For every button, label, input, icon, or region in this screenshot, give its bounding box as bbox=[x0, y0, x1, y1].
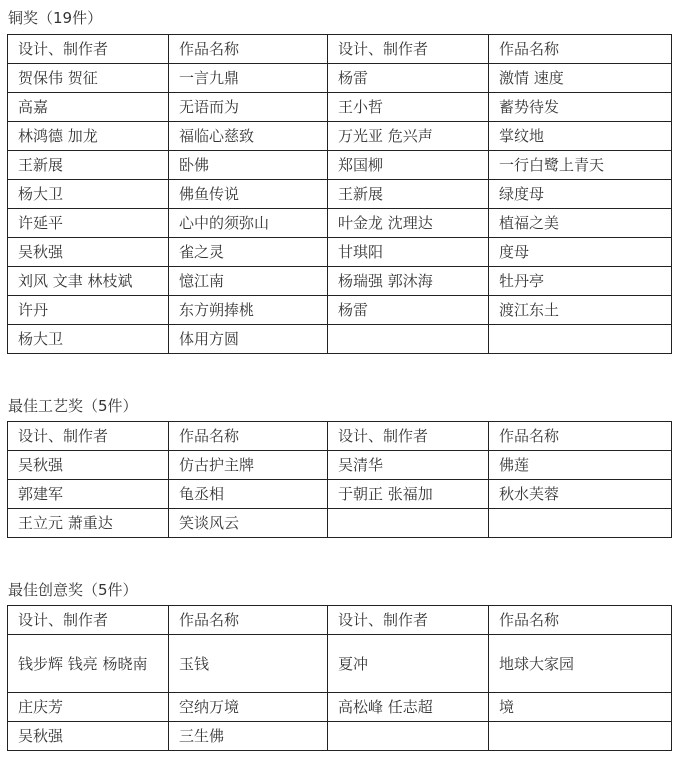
table-cell: 钱步辉 钱亮 杨晓南 bbox=[8, 635, 169, 693]
table-cell: 渡江东土 bbox=[489, 296, 672, 325]
table-cell: 度母 bbox=[489, 238, 672, 267]
table-cell: 甘琪阳 bbox=[328, 238, 489, 267]
table-row bbox=[8, 325, 672, 354]
table-cell: 地球大家园 bbox=[489, 635, 672, 693]
bronze-award-table bbox=[7, 34, 672, 354]
section-title-best-creative: 最佳创意奖（5件） bbox=[8, 581, 138, 599]
table-cell bbox=[328, 509, 489, 538]
table-cell bbox=[328, 722, 489, 751]
table-row bbox=[8, 635, 672, 693]
header-cell: 设计、制作者 bbox=[328, 422, 489, 451]
table-row bbox=[8, 693, 672, 722]
table-cell: 杨大卫 bbox=[8, 325, 169, 354]
table-cell: 佛莲 bbox=[489, 451, 672, 480]
table-cell: 王小哲 bbox=[328, 93, 489, 122]
table-cell: 万光亚 危兴声 bbox=[328, 122, 489, 151]
table-cell bbox=[489, 325, 672, 354]
table-cell: 杨雷 bbox=[328, 296, 489, 325]
table-cell: 蓄势待发 bbox=[489, 93, 672, 122]
header-cell: 设计、制作者 bbox=[8, 35, 169, 64]
header-cell: 作品名称 bbox=[169, 606, 328, 635]
table-cell: 心中的须弥山 bbox=[169, 209, 328, 238]
table-cell: 杨大卫 bbox=[8, 180, 169, 209]
table-cell: 雀之灵 bbox=[169, 238, 328, 267]
table-row bbox=[8, 93, 672, 122]
table-cell: 无语而为 bbox=[169, 93, 328, 122]
table-cell: 庄庆芳 bbox=[8, 693, 169, 722]
table-cell: 绿度母 bbox=[489, 180, 672, 209]
table-cell bbox=[328, 325, 489, 354]
table-row bbox=[8, 238, 672, 267]
table-cell: 掌纹地 bbox=[489, 122, 672, 151]
table-cell: 福临心慈致 bbox=[169, 122, 328, 151]
table-row bbox=[8, 296, 672, 325]
section-title-bronze: 铜奖（19件） bbox=[8, 9, 103, 27]
table-cell: 高嘉 bbox=[8, 93, 169, 122]
table-cell: 许丹 bbox=[8, 296, 169, 325]
table-cell: 仿古护主牌 bbox=[169, 451, 328, 480]
table-cell: 王新展 bbox=[8, 151, 169, 180]
table-cell bbox=[489, 509, 672, 538]
table-row bbox=[8, 209, 672, 238]
table-row bbox=[8, 180, 672, 209]
table-cell: 佛鱼传说 bbox=[169, 180, 328, 209]
table-row bbox=[8, 151, 672, 180]
section-title-best-craft: 最佳工艺奖（5件） bbox=[8, 397, 138, 415]
table-row bbox=[8, 267, 672, 296]
table-cell: 龟丞相 bbox=[169, 480, 328, 509]
table-cell: 憶江南 bbox=[169, 267, 328, 296]
best-craft-award-table bbox=[7, 421, 672, 538]
table-cell: 王立元 萧重达 bbox=[8, 509, 169, 538]
table-cell: 于朝正 张福加 bbox=[328, 480, 489, 509]
header-cell: 设计、制作者 bbox=[8, 422, 169, 451]
table-cell: 体用方圆 bbox=[169, 325, 328, 354]
table-header-row bbox=[8, 35, 672, 64]
table-cell: 杨瑞强 郭沐海 bbox=[328, 267, 489, 296]
table-cell: 空纳万境 bbox=[169, 693, 328, 722]
table-cell: 笑谈风云 bbox=[169, 509, 328, 538]
table-row bbox=[8, 480, 672, 509]
table-header-row bbox=[8, 422, 672, 451]
table-cell: 秋水芙蓉 bbox=[489, 480, 672, 509]
table-cell: 吴清华 bbox=[328, 451, 489, 480]
header-cell: 设计、制作者 bbox=[328, 606, 489, 635]
table-cell: 林鸿德 加龙 bbox=[8, 122, 169, 151]
table-cell: 三生佛 bbox=[169, 722, 328, 751]
table-row bbox=[8, 722, 672, 751]
table-cell: 贺保伟 贺征 bbox=[8, 64, 169, 93]
table-cell: 一言九鼎 bbox=[169, 64, 328, 93]
table-cell: 玉钱 bbox=[169, 635, 328, 693]
header-cell: 设计、制作者 bbox=[8, 606, 169, 635]
table-cell bbox=[489, 722, 672, 751]
table-cell: 王新展 bbox=[328, 180, 489, 209]
header-cell: 作品名称 bbox=[489, 35, 672, 64]
table-cell: 吴秋强 bbox=[8, 238, 169, 267]
table-cell: 东方朔捧桃 bbox=[169, 296, 328, 325]
table-cell: 境 bbox=[489, 693, 672, 722]
table-cell: 夏冲 bbox=[328, 635, 489, 693]
table-cell: 植福之美 bbox=[489, 209, 672, 238]
table-cell: 激情 速度 bbox=[489, 64, 672, 93]
header-cell: 作品名称 bbox=[169, 35, 328, 64]
header-cell: 作品名称 bbox=[489, 606, 672, 635]
table-cell: 刘风 文聿 林枝斌 bbox=[8, 267, 169, 296]
table-cell: 吴秋强 bbox=[8, 722, 169, 751]
table-cell: 高松峰 任志超 bbox=[328, 693, 489, 722]
table-row bbox=[8, 451, 672, 480]
table-header-row bbox=[8, 606, 672, 635]
table-row bbox=[8, 509, 672, 538]
header-cell: 作品名称 bbox=[169, 422, 328, 451]
header-cell: 设计、制作者 bbox=[328, 35, 489, 64]
table-cell: 许延平 bbox=[8, 209, 169, 238]
table-row bbox=[8, 64, 672, 93]
table-cell: 牡丹亭 bbox=[489, 267, 672, 296]
header-cell: 作品名称 bbox=[489, 422, 672, 451]
table-row bbox=[8, 122, 672, 151]
table-cell: 叶金龙 沈理达 bbox=[328, 209, 489, 238]
table-cell: 卧佛 bbox=[169, 151, 328, 180]
table-cell: 一行白鹭上青天 bbox=[489, 151, 672, 180]
table-cell: 郑国柳 bbox=[328, 151, 489, 180]
table-cell: 吴秋强 bbox=[8, 451, 169, 480]
table-cell: 杨雷 bbox=[328, 64, 489, 93]
table-cell: 郭建军 bbox=[8, 480, 169, 509]
best-creative-award-table bbox=[7, 605, 672, 751]
